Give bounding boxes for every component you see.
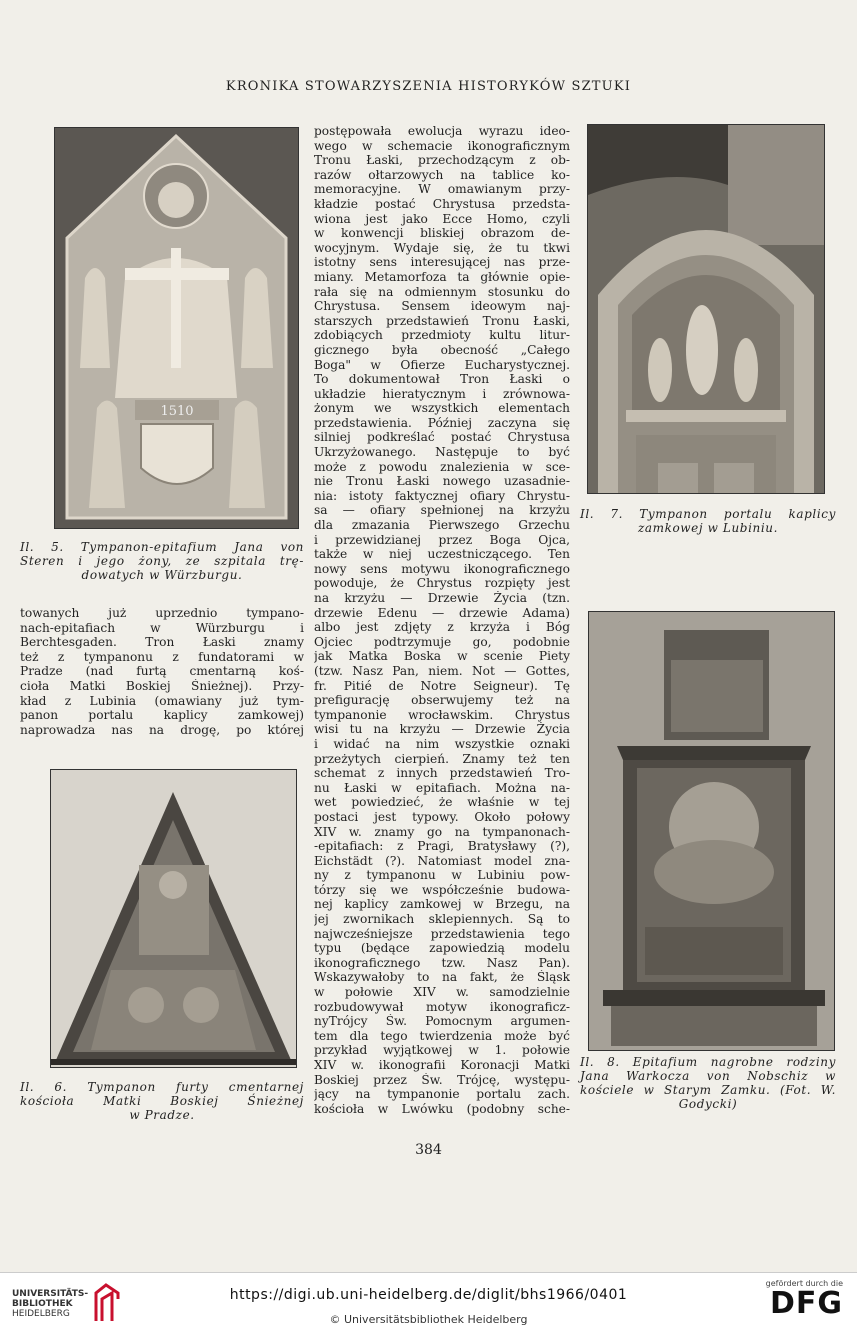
library-name-line: UNIVERSITÄTS- <box>12 1289 89 1299</box>
text-line: nie Tronu Łaski nowego uzasadnie- <box>314 474 570 489</box>
text-line: rała się na odmiennym stosunku do <box>314 284 570 299</box>
text-line: naprowadza nas na drogę, po której <box>20 722 304 737</box>
text-line: wocyjnym. Wydaje się, że tu tkwi <box>314 240 570 255</box>
figure-8-caption <box>580 1055 836 1111</box>
text-line: Tronu Łaski, przechodzącym z ob- <box>314 153 570 168</box>
text-line: przedstawienia. Później zaczyna się <box>314 415 570 430</box>
caption-line: w Pradze. <box>129 1108 195 1122</box>
text-line: schemat z innych przedstawień Tro- <box>314 766 570 781</box>
text-line: najwcześniejsze przedstawienia tego <box>314 926 570 941</box>
caption-line: Godycki) <box>678 1097 738 1111</box>
text-line: jej zwornikach sklepiennych. Są to <box>314 912 570 927</box>
caption-line: Jana Warkocza von Nobschiz w <box>580 1069 836 1083</box>
caption-line: Il. 5. Tympanon-epitafium Jana von <box>20 540 304 554</box>
text-line: nej kaplicy zamkowej w Brzegu, na <box>314 897 570 912</box>
library-name-line: BIBLIOTHEK <box>12 1299 73 1309</box>
text-line: gicznego była obecność „Całego <box>314 342 570 357</box>
text-line: (tzw. Nasz Pan, niem. Not — Gottes, <box>314 663 570 678</box>
text-line: razów ołtarzowych na tablice ko- <box>314 167 570 182</box>
tympanon-epitaph-illustration <box>55 128 298 528</box>
text-line: postępowała ewolucja wyrazu ideo- <box>314 124 570 138</box>
caption-line: Il. 6. Tympanon furty cmentarnej <box>20 1080 304 1094</box>
digitization-footer <box>0 1272 857 1335</box>
text-line: typu (będące zapowiedzią modelu <box>314 941 570 956</box>
text-line: Eichstädt (?). Natomiast model zna- <box>314 853 570 868</box>
left-column-text <box>20 606 304 737</box>
page-number: 384 <box>415 1142 442 1158</box>
chapel-portal-illustration <box>588 125 824 493</box>
text-line: jak Matka Boska w scenie Piety <box>314 649 570 664</box>
text-line: Pradze (nad furtą cmentarną koś- <box>20 664 304 679</box>
text-line: jący na tympanonie portalu zach. <box>314 1087 570 1102</box>
caption-line: kościoła Matki Boskiej Śnieżnej <box>20 1094 304 1108</box>
text-line: -epitafiach: z Pragi, Bratysławy (?), <box>314 839 570 854</box>
figure-7-caption <box>580 507 836 535</box>
text-line: kościoła w Lwówku (podobny sche- <box>314 1101 570 1116</box>
caption-line: Il. 7. Tympanon portalu kaplicy <box>580 507 836 521</box>
text-line: nia: istoty faktycznej ofiary Chrystu- <box>314 488 570 503</box>
text-line: też z tympanonu z fundatorami w <box>20 649 304 664</box>
text-line: tórzy się we współcześnie budowa- <box>314 882 570 897</box>
permalink-url[interactable]: https://digi.ub.uni-heidelberg.de/diglit/bhs1966/0401 <box>229 1287 628 1303</box>
text-line: drzewie Edenu — drzewie Adama) <box>314 605 570 620</box>
text-line: towanych już uprzednio tympano- <box>20 606 304 620</box>
middle-column-text <box>314 124 570 1116</box>
text-line: dla zmazania Pierwszego Grzechu <box>314 518 570 533</box>
text-line: rozbudowywał motyw ikonograficz- <box>314 999 570 1014</box>
text-line: cioła Matki Boskiej Śnieżnej). Przy- <box>20 678 304 693</box>
text-line: miany. Metamorfoza ta głównie opie- <box>314 269 570 284</box>
funded-by-label: gefördert durch die <box>765 1279 843 1288</box>
text-line: Berchtesgaden. Tron Łaski znamy <box>20 635 304 650</box>
text-line: albo jest zdjęty z krzyża i Bóg <box>314 620 570 635</box>
text-line: Boga" w Ofierze Eucharystycznej. <box>314 357 570 372</box>
text-line: może z powodu znalezienia w sce- <box>314 459 570 474</box>
text-line: kładzie postać Chrystusa przedsta- <box>314 196 570 211</box>
text-line: panon portalu kaplicy zamkowej) <box>20 708 304 723</box>
triangular-tympanon-illustration <box>51 770 296 1067</box>
text-line: tem dla tego twierdzenia może być <box>314 1028 570 1043</box>
figure-6-caption <box>20 1080 304 1122</box>
figure-5-caption <box>20 540 304 582</box>
text-line: Ojciec podtrzymuje go, podobnie <box>314 634 570 649</box>
text-line: w połowie XIV w. samodzielnie <box>314 985 570 1000</box>
text-line: i widać na nim wszystkie oznaki <box>314 736 570 751</box>
text-line: ny z tympanonu w Lubiniu pow- <box>314 868 570 883</box>
text-line: przykład wyjątkowej w 1. połowie <box>314 1043 570 1058</box>
text-line: na krzyżu — Drzewie Życia (tzn. <box>314 591 570 605</box>
text-line: zdobiących przedmioty kultu litur- <box>314 328 570 343</box>
text-line: To dokumentował Tron Łaski o <box>314 372 570 387</box>
text-line: starszych przedstawień Tronu Łaski, <box>314 313 570 328</box>
caption-line: Il. 8. Epitafium nagrobne rodziny <box>580 1055 836 1069</box>
text-line: fr. Pitié de Notre Seigneur). Tę <box>314 678 570 693</box>
text-line: wisi tu na krzyżu — Drzewie Życia <box>314 722 570 737</box>
text-line: silniej podkreślać postać Chrystusa <box>314 430 570 445</box>
running-header: KRONIKA STOWARZYSZENIA HISTORYKÓW SZTUKI <box>225 79 632 94</box>
text-line: XIV w. ikonografii Koronacji Matki <box>314 1058 570 1072</box>
text-line: Boskiej przez Św. Trójcę, występu- <box>314 1072 570 1087</box>
figure-7-photo <box>587 124 825 494</box>
text-line: wego w schemacie ikonograficznym <box>314 138 570 153</box>
text-line: przeżytych cierpień. Znamy też ten <box>314 751 570 766</box>
dfg-logo-text: DFG <box>769 1286 843 1321</box>
text-line: Wskazywałoby to na fakt, że Śląsk <box>314 970 570 985</box>
text-line: nach-epitafiach w Würzburgu i <box>20 620 304 635</box>
text-line: powoduje, że Chrystus rozpięty jest <box>314 576 570 591</box>
caption-line: zamkowej w Lubiniu. <box>637 521 779 535</box>
text-line: ikonograficznego tzw. Nasz Pan). <box>314 955 570 970</box>
text-line: tympanonie wrocławskim. Chrystus <box>314 707 570 722</box>
text-line: wet powiedzieć, że właśnie w tej <box>314 795 570 810</box>
caption-line: kościele w Starym Zamku. (Fot. W. <box>580 1083 836 1097</box>
text-line: Chrystusa. Sensem ideowym naj- <box>314 299 570 314</box>
text-line: w konwencji bliskiej obrazom de- <box>314 226 570 241</box>
copyright-notice: © Universitätsbibliothek Heidelberg <box>329 1313 528 1326</box>
text-line: memoracyjne. W omawianym przy- <box>314 182 570 197</box>
figure-8-photo <box>588 611 835 1051</box>
text-line: nyTrójcy Św. Pomocnym argumen- <box>314 1014 570 1029</box>
text-line: prefigurację obserwujemy też na <box>314 693 570 708</box>
caption-line: Steren i jego żony, ze szpitala trę- <box>20 554 304 568</box>
figure-6-photo <box>50 769 297 1068</box>
text-line: żonym we wszystkich elementach <box>314 401 570 416</box>
text-line: Ukrzyżowanego. Następuje to być <box>314 445 570 460</box>
caption-line: dowatych w Würzburgu. <box>81 568 243 582</box>
text-line: kład z Lubinia (omawiany już tym- <box>20 693 304 708</box>
funeral-epitaph-illustration <box>589 612 834 1050</box>
library-name-line: HEIDELBERG <box>12 1309 70 1319</box>
text-line: postaci jest typowy. Około połowy <box>314 809 570 824</box>
epitaph-date: 1510 <box>160 404 194 419</box>
text-line: układzie hieratycznym i zrównowa- <box>314 386 570 401</box>
text-line: sa — ofiary spełnionej na krzyżu <box>314 503 570 518</box>
text-line: i przewidzianej przez Boga Ojca, <box>314 532 570 547</box>
text-line: nu Łaski w epitafiach. Można na- <box>314 780 570 795</box>
text-line: istotny sens interesującej nas prze- <box>314 255 570 270</box>
text-line: nowy sens motywu ikonograficznego <box>314 561 570 576</box>
text-line: XIV w. znamy go na tympanonach- <box>314 824 570 839</box>
funder-logo[interactable] <box>766 1279 843 1320</box>
text-line: także w niej uczestniczącego. Ten <box>314 547 570 562</box>
text-line: wiona jest jako Ecce Homo, czyli <box>314 211 570 226</box>
figure-5-photo <box>54 127 299 529</box>
